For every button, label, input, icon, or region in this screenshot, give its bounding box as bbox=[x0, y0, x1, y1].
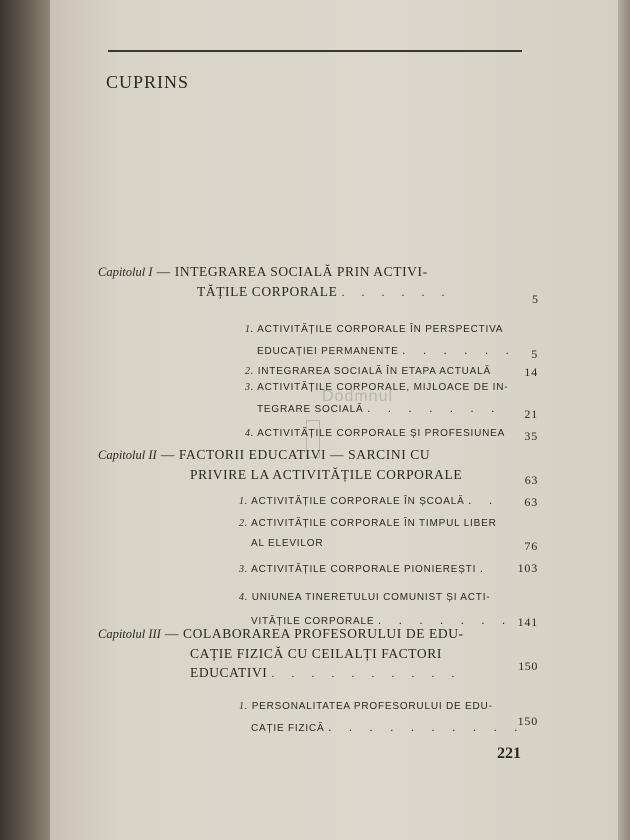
chapter-title-cont: PRIVIRE LA ACTIVITĂȚILE CORPORALE bbox=[190, 467, 463, 482]
entry-title: ACTIVITĂȚILE CORPORALE ÎN TIMPUL LIBER bbox=[251, 518, 497, 529]
page-number: 14 bbox=[524, 365, 538, 379]
folio-number: 221 bbox=[497, 745, 521, 762]
entry-title: UNIUNEA TINERETULUI COMUNIST ȘI ACTI- bbox=[251, 592, 491, 603]
entry-title: ACTIVITĂȚILE CORPORALE ȘI PROFESIUNEA bbox=[257, 428, 506, 439]
watermark-text: Dodmnul bbox=[322, 388, 394, 405]
toc-entry-cont: EDUCAȚIEI PERMANENTE . . . . . . 5 bbox=[98, 340, 538, 362]
chapter-2 bbox=[98, 445, 538, 632]
toc-entry: 2. INTEGRAREA SOCIALĂ ÎN ETAPA ACTUALĂ 14 bbox=[98, 362, 538, 382]
page-number: 103 bbox=[517, 561, 538, 575]
page-number: 150 bbox=[517, 714, 538, 728]
page-number: 5 bbox=[531, 347, 538, 361]
page-edge bbox=[616, 0, 630, 840]
contents-page bbox=[50, 0, 618, 840]
chapter-title-cont: EDUCATIVI bbox=[190, 665, 268, 680]
toc-entry: 1. ACTIVITĂȚILE CORPORALE ÎN ȘCOALĂ . . 63 bbox=[98, 490, 538, 512]
page-number: 5 bbox=[532, 292, 538, 306]
chapter-title: — FACTORII EDUCATIVI — SARCINI CU bbox=[160, 447, 431, 462]
toc-entry-cont: AL ELEVILOR 76 bbox=[98, 534, 538, 554]
toc-entry: 4. UNIUNEA TINERETULUI COMUNIST ȘI ACTI- bbox=[239, 592, 491, 603]
entry-title: ACTIVITĂȚILE CORPORALE ÎN ȘCOALĂ bbox=[251, 496, 465, 507]
chapter-title-cont: TĂȚILE CORPORALE bbox=[197, 284, 338, 299]
page-number: 35 bbox=[524, 429, 538, 443]
page-number: 21 bbox=[524, 407, 538, 421]
chapter-title-cont: CAȚIE FIZICĂ CU CEILALȚI FACTORI bbox=[190, 646, 442, 661]
page-number: 141 bbox=[517, 615, 538, 629]
chapter-label: Capitolul I bbox=[98, 265, 153, 279]
toc-entry-cont: TEGRARE SOCIALĂ . . . . . . . 21 bbox=[98, 398, 538, 420]
chapter-label: Capitolul II bbox=[98, 448, 157, 462]
page-number: 63 bbox=[524, 495, 538, 509]
top-rule bbox=[108, 50, 522, 52]
entry-title: PERSONALITATEA PROFESORULUI DE EDU- bbox=[251, 701, 493, 712]
chapter-1 bbox=[98, 262, 538, 444]
toc-entry: 3. ACTIVITĂȚILE CORPORALE PIONIEREȘTI . 103 bbox=[98, 558, 538, 580]
toc-entry: 2. ACTIVITĂȚILE CORPORALE ÎN TIMPUL LIBER bbox=[239, 518, 497, 529]
entry-title: ACTIVITĂȚILE CORPORALE PIONIEREȘTI bbox=[251, 564, 477, 575]
toc-entry-cont: CAȚIE FIZICĂ . . . . . . . . . . 150 bbox=[98, 717, 538, 739]
toc-entry-cont: VITĂȚILE CORPORALE . . . . . . . 141 bbox=[98, 610, 538, 632]
toc-entry: 3. ACTIVITĂȚILE CORPORALE, MIJLOACE DE IN- bbox=[245, 382, 509, 393]
chapter-3: Capitolul III — COLABORAREA PROFESORULUI DE EDU- CAȚIE FIZICĂ CU CEILALȚI FACTORI EDUCATIVI . . . . . . . . . . 150 1. PERSONALITATEA PROFESORULUI DE EDU- CAȚIE FIZICĂ . . . . . . . . . . 150 bbox=[98, 624, 538, 739]
toc-entry: 4. ACTIVITĂȚILE CORPORALE ȘI PROFESIUNEA 35 bbox=[98, 424, 538, 444]
entry-title: ACTIVITĂȚILE CORPORALE ÎN PERSPECTIVA bbox=[257, 324, 504, 335]
entry-title: ACTIVITĂȚILE CORPORALE, MIJLOACE DE IN- bbox=[257, 382, 509, 393]
toc-entry: 1. ACTIVITĂȚILE CORPORALE ÎN PERSPECTIVA bbox=[245, 324, 504, 335]
chapter-title: — INTEGRAREA SOCIALĂ PRIN ACTIVI- bbox=[156, 264, 428, 279]
page-number: 76 bbox=[524, 539, 538, 553]
entry-title: INTEGRAREA SOCIALĂ ÎN ETAPA ACTUALĂ bbox=[257, 366, 491, 377]
chapter-label: Capitolul III bbox=[98, 627, 161, 641]
chapter-title: — COLABORAREA PROFESORULUI DE EDU- bbox=[164, 626, 464, 641]
page-number: 150 bbox=[518, 659, 538, 673]
toc-entry: 1. PERSONALITATEA PROFESORULUI DE EDU- bbox=[239, 701, 493, 712]
page-heading: CUPRINS bbox=[106, 72, 190, 92]
leader-dots: . . . . . . bbox=[341, 285, 452, 299]
page-number: 63 bbox=[524, 473, 538, 487]
book-spine bbox=[0, 0, 56, 840]
